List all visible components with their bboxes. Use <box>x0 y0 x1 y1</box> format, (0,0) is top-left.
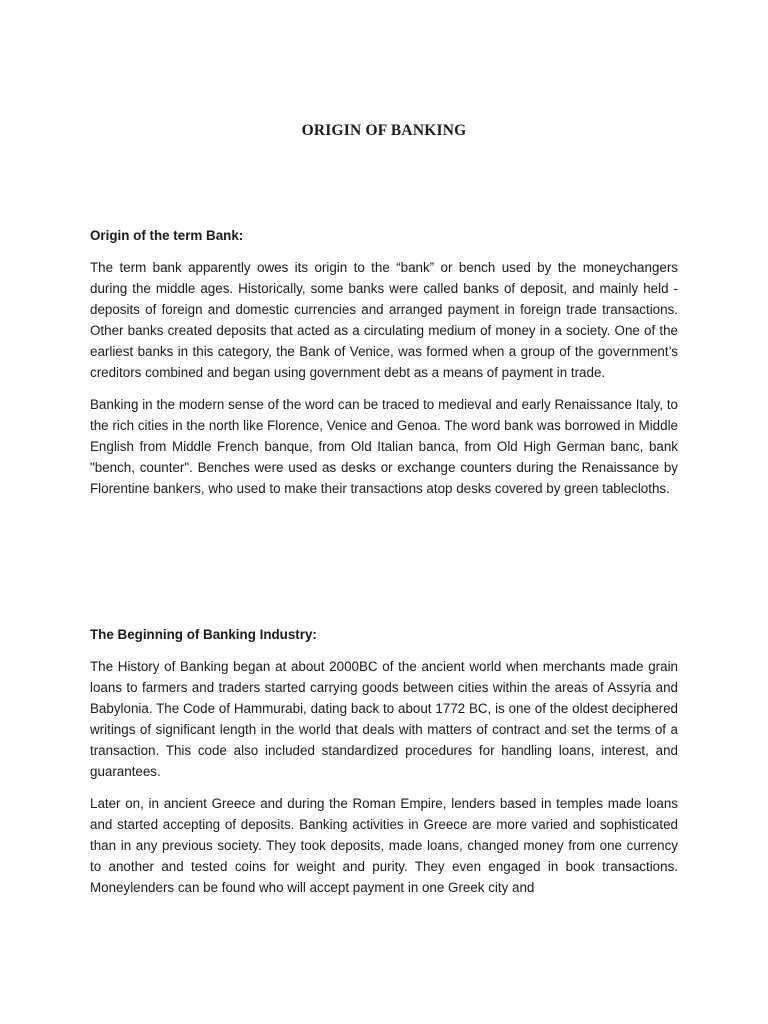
paragraph: Banking in the modern sense of the word can be traced to medieval and early Renaissance Italy, to the rich cities in the north like Florence, Venice and Genoa. The word bank was borrowed in Middle English from Middle French banque, from Old Italian banca, from Old High German banc, bank "bench, counter". Benches were used as desks or exchange counters during the Renaissance by Florentine bankers, who used to make their transactions atop desks covered by green tablecloths. <box>90 396 678 496</box>
paragraph: The term bank apparently owes its origin to the “bank” or bench used by the moneychangers during the middle ages. Historically, some banks were called banks of deposit, and mainly held - deposits of foreign and domestic currencies and arranged payment in foreign trade transactions. Other banks created deposits that acted as a circulating medium of money in a society. One of the earliest banks in this category, the Bank of Venice, was formed when a group of the government’s creditors combined and began using government debt as a means of payment in trade. <box>90 260 678 381</box>
paragraph: The History of Banking began at about 2000BC of the ancient world when merchants made grain loans to farmers and traders started carrying goods between cities within the areas of Assyria and Babylonia. The Code of Hammurabi, dating back to about 1772 BC, is one of the oldest deciphered writings of significant length in the world that deals with matters of contract and set the terms of a transaction. This code also included standardized procedures for handling loans, interest, and guarantees. <box>90 659 678 780</box>
document-title: ORIGIN OF BANKING <box>301 122 467 139</box>
paragraph: Later on, in ancient Greece and during the Roman Empire, lenders based in temples made loans and started accepting of deposits. Banking activities in Greece are more varied and sophisticated than in any previous society. They took deposits, made loans, changed money from one currency to another and tested coins for weight and purity. They even engaged in book transactions. Moneylenders can be found who will accept payment in one Greek city and <box>90 795 678 895</box>
section-heading: The Beginning of Banking Industry: <box>90 627 317 642</box>
section-beginning-of-banking <box>90 624 678 898</box>
section-origin-of-term <box>90 225 678 499</box>
section-heading: Origin of the term Bank: <box>90 228 244 243</box>
